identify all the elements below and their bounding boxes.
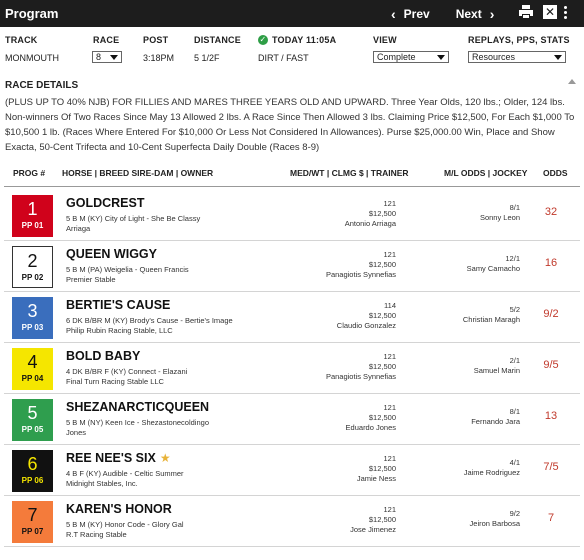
claiming-price: $12,500: [368, 311, 396, 320]
live-odds: 9/5: [543, 359, 559, 371]
weight: 121: [383, 352, 396, 361]
chevron-down-icon: [554, 55, 562, 60]
horse-name-row: [66, 400, 209, 414]
horse-name[interactable]: KAREN'S HONOR: [66, 502, 172, 516]
trainer-name: Eduardo Jones: [345, 423, 396, 432]
race-select[interactable]: [92, 51, 122, 63]
header-bar: [0, 0, 584, 27]
post-value: 3:18PM: [143, 53, 175, 63]
live-odds: 7/5: [543, 461, 559, 473]
morning-line-odds: 12/1: [505, 254, 520, 263]
program-number-badge: [12, 246, 53, 288]
today-status: [258, 35, 336, 45]
owner-name: R.T Racing Stable: [66, 530, 127, 539]
entry-row[interactable]: [4, 292, 580, 343]
horse-name-row: [66, 349, 140, 363]
morning-line-odds: 8/1: [509, 203, 520, 212]
entry-row[interactable]: [4, 445, 580, 496]
printer-icon[interactable]: [519, 5, 533, 19]
weight: 121: [383, 250, 396, 259]
horse-name-row: [66, 451, 171, 465]
chevron-down-icon: [437, 55, 445, 60]
morning-line-odds: 5/2: [509, 305, 520, 314]
horse-name-row: [66, 502, 172, 516]
check-circle-icon: ✓: [259, 35, 267, 44]
today-label: TODAY 11:05A: [272, 35, 337, 45]
live-odds: 16: [544, 257, 558, 269]
jockey-name: Samy Camacho: [466, 264, 520, 273]
surface-value: DIRT / FAST: [258, 53, 309, 63]
weight: 114: [384, 301, 396, 310]
post-position: PP 01: [21, 221, 44, 230]
jockey-name: Jeiron Barbosa: [469, 519, 520, 528]
live-odds: 9/2: [543, 308, 559, 320]
distance-value: 5 1/2F: [194, 53, 220, 63]
owner-name: Premier Stable: [66, 275, 116, 284]
race-details-text: (PLUS UP TO 40% NJB) FOR FILLIES AND MARES THREE YEARS OLD AND UPWARD. Three Year Olds, 120 lbs.; Older, 124 lbs. Non-winners Of Two Races Since May 13 Allowed 2 lbs. A Race Since Then Allowed 3 lbs. Claiming Price $12,500, For Each $1,000 To $10,500 1 lb. (Races Where Entered For $10,000 Or Less Not Considered In Allowances). Purse $25,000.00 Win, Place and Show Exacta, 50-Cent Trifecta and 10-Cent Superfecta Daily Double (Races 8-9): [5, 97, 575, 153]
horse-name-row: [66, 298, 170, 312]
morning-line-odds: 2/1: [509, 356, 520, 365]
program-number-badge: [12, 501, 53, 543]
claiming-price: $12,500: [368, 515, 396, 524]
track-value: MONMOUTH: [5, 53, 59, 63]
view-select[interactable]: [373, 51, 449, 63]
col-ml-odds: M/L ODDS | JOCKEY: [444, 168, 528, 178]
header-divider: [4, 186, 580, 187]
claiming-price: $12,500: [368, 260, 396, 269]
program-number: 3: [27, 301, 38, 321]
race-details-title: RACE DETAILS: [5, 80, 79, 91]
race-navigation: [391, 0, 494, 27]
program-number: 5: [27, 403, 38, 423]
claiming-price: $12,500: [368, 413, 396, 422]
breed-info: 5 B M (KY) Honor Code - Glory Gal: [66, 520, 184, 529]
prev-label: Prev: [403, 6, 430, 21]
resources-select[interactable]: [468, 51, 566, 63]
owner-name: Midnight Stables, Inc.: [66, 479, 138, 488]
post-position: PP 06: [21, 476, 44, 485]
claiming-price: $12,500: [368, 209, 396, 218]
claiming-price: $12,500: [368, 464, 396, 473]
post-position: PP 05: [21, 425, 44, 434]
owner-name: Final Turn Racing Stable LLC: [66, 377, 164, 386]
page-title: Program: [5, 6, 59, 21]
entry-row[interactable]: [4, 394, 580, 445]
prev-button[interactable]: [391, 6, 430, 22]
breed-info: 5 B M (NY) Keen Ice - Shezastonecoldingo: [66, 418, 209, 427]
view-label: VIEW: [373, 35, 397, 45]
live-odds: 13: [544, 410, 558, 422]
horse-name[interactable]: BOLD BABY: [66, 349, 141, 363]
horse-name[interactable]: QUEEN WIGGY: [66, 247, 157, 261]
jockey-name: Sonny Leon: [479, 213, 520, 222]
program-number-badge: [12, 348, 53, 390]
trainer-name: Jamie Ness: [356, 474, 396, 483]
program-number-badge: [12, 399, 53, 441]
replays-label: REPLAYS, PPS, STATS: [468, 35, 570, 45]
jockey-name: Christian Maragh: [462, 315, 520, 324]
col-med: MED/WT | CLMG $ | TRAINER: [290, 168, 409, 178]
post-position: PP 04: [21, 374, 44, 383]
favorite-star-icon: ★: [159, 451, 171, 465]
breed-info: 5 B M (PA) Weigelia - Queen Francis: [66, 265, 189, 274]
post-label: POST: [143, 35, 169, 45]
horse-name-row: [66, 247, 157, 261]
weight: 121: [383, 505, 396, 514]
chevron-down-icon: [110, 55, 118, 60]
morning-line-odds: 4/1: [509, 458, 520, 467]
program-number: 2: [27, 251, 38, 271]
jockey-name: Fernando Jara: [471, 417, 520, 426]
breed-info: 5 B M (KY) City of Light - She Be Classy: [66, 214, 201, 223]
trainer-name: Claudio Gonzalez: [336, 321, 396, 330]
horse-name[interactable]: BERTIE'S CAUSE: [66, 298, 171, 312]
race-label: RACE: [93, 35, 120, 45]
program-number: 4: [27, 352, 38, 372]
close-icon[interactable]: ✕: [544, 5, 556, 19]
jockey-name: Samuel Marin: [473, 366, 520, 375]
program-number: 6: [27, 454, 38, 474]
scroll-up-icon[interactable]: [568, 79, 576, 84]
track-label: TRACK: [5, 35, 38, 45]
weight: 121: [383, 199, 396, 208]
program-number: 1: [27, 199, 38, 219]
claiming-price: $12,500: [368, 362, 396, 371]
distance-label: DISTANCE: [194, 35, 241, 45]
resources-select-value: Resources: [472, 52, 516, 62]
chevron-right-icon: ›: [489, 5, 495, 22]
next-label: Next: [455, 6, 482, 21]
weight: 121: [383, 403, 396, 412]
weight: 121: [383, 454, 396, 463]
program-number-badge: [12, 297, 53, 339]
more-options-icon[interactable]: [564, 6, 567, 19]
chevron-left-icon: ‹: [391, 5, 396, 22]
race-select-value: 8: [96, 52, 102, 62]
live-odds: 7: [547, 512, 555, 524]
morning-line-odds: 9/2: [509, 509, 520, 518]
horse-name[interactable]: SHEZANARCTICQUEEN: [66, 400, 210, 414]
program-number-badge: [12, 450, 53, 492]
owner-name: Philip Rubin Racing Stable, LLC: [66, 326, 173, 335]
entry-row[interactable]: [4, 496, 580, 547]
horse-name-row: [66, 196, 144, 210]
view-select-value: Complete: [377, 52, 416, 62]
post-position: PP 02: [21, 273, 44, 282]
trainer-name: Panagiotis Synnefias: [325, 372, 396, 381]
post-position: PP 03: [21, 323, 44, 332]
jockey-name: Jaime Rodriguez: [463, 468, 520, 477]
horse-name[interactable]: REE NEE'S SIX: [66, 451, 156, 465]
trainer-name: Antonio Arriaga: [344, 219, 396, 228]
horse-name[interactable]: GOLDCREST: [66, 196, 145, 210]
trainer-name: Jose Jimenez: [350, 525, 396, 534]
entry-row[interactable]: [4, 343, 580, 394]
live-odds: 32: [544, 206, 558, 218]
owner-name: Jones: [66, 428, 87, 437]
entry-row[interactable]: [4, 241, 580, 292]
post-position: PP 07: [21, 527, 44, 536]
breed-info: 4 DK B/BR F (KY) Connect - Elazani: [66, 367, 188, 376]
program-number-badge: [12, 195, 53, 237]
entry-row[interactable]: [4, 190, 580, 241]
trainer-name: Panagiotis Synnefias: [325, 270, 396, 279]
col-horse: HORSE | BREED SIRE-DAM | OWNER: [62, 168, 214, 178]
breed-info: 4 B F (KY) Audible - Celtic Summer: [66, 469, 184, 478]
col-prog: PROG #: [13, 168, 46, 178]
morning-line-odds: 8/1: [509, 407, 520, 416]
next-button[interactable]: [456, 6, 495, 22]
col-odds: ODDS: [543, 168, 568, 178]
breed-info: 6 DK B/BR M (KY) Brody's Cause - Bertie's Image: [66, 316, 233, 325]
owner-name: Arriaga: [66, 224, 91, 233]
program-number: 7: [27, 505, 38, 525]
